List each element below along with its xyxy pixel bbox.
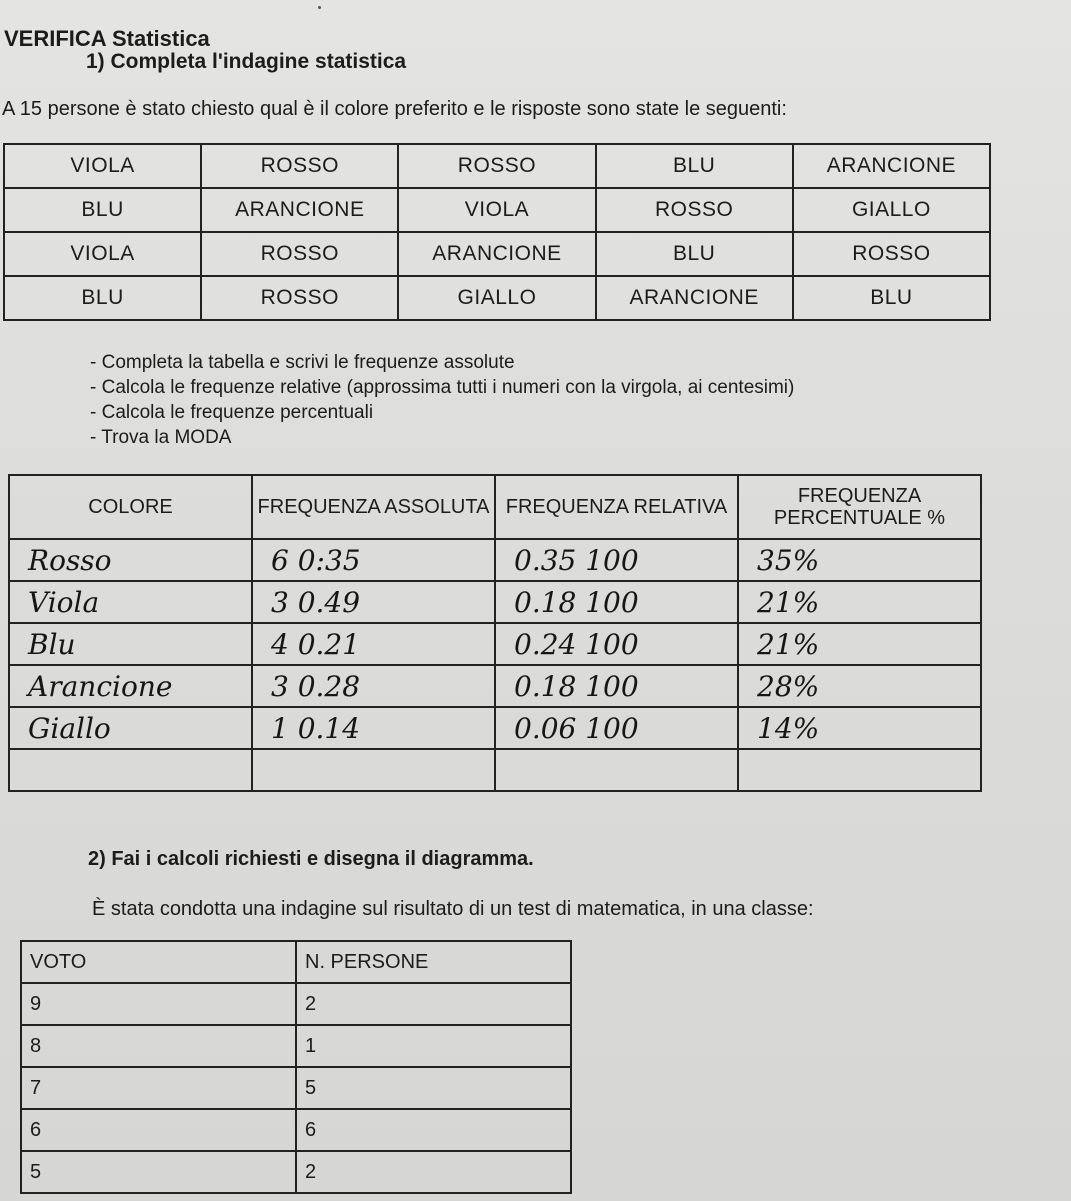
instruction-item: - Calcola le frequenze relative (approssima tutti i numeri con la virgola, ai centesimi) — [90, 377, 795, 398]
handwritten-percentuale: 21% — [738, 581, 981, 623]
handwritten-percentuale: 35% — [738, 539, 981, 581]
handwritten-relativa: 0.18 100 — [495, 581, 738, 623]
section2-title: 2) Fai i calcoli richiesti e disegna il diagramma. — [88, 848, 534, 870]
table-cell: VIOLA — [4, 144, 201, 188]
handwritten-assoluta: 6 0:35 — [252, 539, 495, 581]
voto-cell: 8 — [21, 1025, 296, 1067]
table-cell: ROSSO — [398, 144, 595, 188]
handwritten-percentuale: 14% — [738, 707, 981, 749]
voto-cell: 6 — [21, 1109, 296, 1151]
handwritten-colore: Rosso — [9, 539, 252, 581]
empty-cell — [738, 749, 981, 791]
table-cell: VIOLA — [4, 232, 201, 276]
column-header-voto: VOTO — [21, 941, 296, 983]
empty-cell — [252, 749, 495, 791]
page-title: VERIFICA Statistica — [4, 26, 210, 51]
instructions-list — [90, 350, 794, 450]
table-row — [4, 188, 990, 232]
persone-cell: 1 — [296, 1025, 571, 1067]
table-cell: ROSSO — [201, 232, 398, 276]
column-header-persone: N. PERSONE — [296, 941, 571, 983]
handwritten-assoluta: 1 0.14 — [252, 707, 495, 749]
table-header-row — [9, 475, 981, 539]
table-cell: ARANCIONE — [398, 232, 595, 276]
table-cell: ROSSO — [201, 144, 398, 188]
color-responses-table — [3, 143, 991, 321]
column-header-colore: COLORE — [9, 475, 252, 539]
persone-cell: 2 — [296, 1151, 571, 1193]
section1-title: 1) Completa l'indagine statistica — [86, 50, 407, 73]
table-row — [21, 1151, 571, 1193]
column-header-percentuale: FREQUENZA PERCENTUALE % — [738, 475, 981, 539]
table-row — [9, 707, 981, 749]
handwritten-assoluta: 4 0.21 — [252, 623, 495, 665]
instruction-item: - Trova la MODA — [90, 427, 232, 448]
table-row — [4, 232, 990, 276]
empty-cell — [495, 749, 738, 791]
table-row — [9, 623, 981, 665]
table-cell: BLU — [596, 144, 793, 188]
table-cell: BLU — [4, 276, 201, 320]
table-row — [21, 1109, 571, 1151]
table-cell: VIOLA — [398, 188, 595, 232]
table-header-row — [21, 941, 571, 983]
column-header-relativa: FREQUENZA RELATIVA — [495, 475, 738, 539]
instruction-item: - Calcola le frequenze percentuali — [90, 402, 374, 423]
handwritten-relativa: 0.06 100 — [495, 707, 738, 749]
table-cell: ARANCIONE — [596, 276, 793, 320]
table-cell: ROSSO — [596, 188, 793, 232]
grades-table — [20, 940, 572, 1194]
handwritten-relativa: 0.18 100 — [495, 665, 738, 707]
table-row — [21, 1067, 571, 1109]
table-cell: BLU — [596, 232, 793, 276]
frequency-table — [8, 474, 982, 792]
section1-intro: A 15 persone è stato chiesto qual è il colore preferito e le risposte sono state le seguenti: — [2, 98, 787, 120]
persone-cell: 5 — [296, 1067, 571, 1109]
table-cell: ARANCIONE — [793, 144, 990, 188]
instruction-item: - Completa la tabella e scrivi le frequenze assolute — [90, 352, 515, 373]
handwritten-percentuale: 21% — [738, 623, 981, 665]
section2-intro: È stata condotta una indagine sul risultato di un test di matematica, in una classe: — [92, 898, 814, 920]
handwritten-relativa: 0.35 100 — [495, 539, 738, 581]
handwritten-colore: Arancione — [9, 665, 252, 707]
handwritten-percentuale: 28% — [738, 665, 981, 707]
handwritten-colore: Giallo — [9, 707, 252, 749]
table-cell: GIALLO — [793, 188, 990, 232]
table-row — [9, 581, 981, 623]
voto-cell: 9 — [21, 983, 296, 1025]
table-row — [9, 539, 981, 581]
column-header-assoluta: FREQUENZA ASSOLUTA — [252, 475, 495, 539]
table-row — [21, 983, 571, 1025]
table-cell: ARANCIONE — [201, 188, 398, 232]
voto-cell: 7 — [21, 1067, 296, 1109]
handwritten-colore: Blu — [9, 623, 252, 665]
handwritten-assoluta: 3 0.28 — [252, 665, 495, 707]
persone-cell: 6 — [296, 1109, 571, 1151]
table-cell: GIALLO — [398, 276, 595, 320]
table-cell: BLU — [4, 188, 201, 232]
table-row — [9, 665, 981, 707]
table-row — [21, 1025, 571, 1067]
table-cell: ROSSO — [793, 232, 990, 276]
table-row — [4, 276, 990, 320]
voto-cell: 5 — [21, 1151, 296, 1193]
table-row — [4, 144, 990, 188]
paper-speck — [318, 6, 321, 9]
table-row — [9, 749, 981, 791]
table-cell: BLU — [793, 276, 990, 320]
handwritten-colore: Viola — [9, 581, 252, 623]
handwritten-relativa: 0.24 100 — [495, 623, 738, 665]
handwritten-assoluta: 3 0.49 — [252, 581, 495, 623]
table-cell: ROSSO — [201, 276, 398, 320]
empty-cell — [9, 749, 252, 791]
persone-cell: 2 — [296, 983, 571, 1025]
